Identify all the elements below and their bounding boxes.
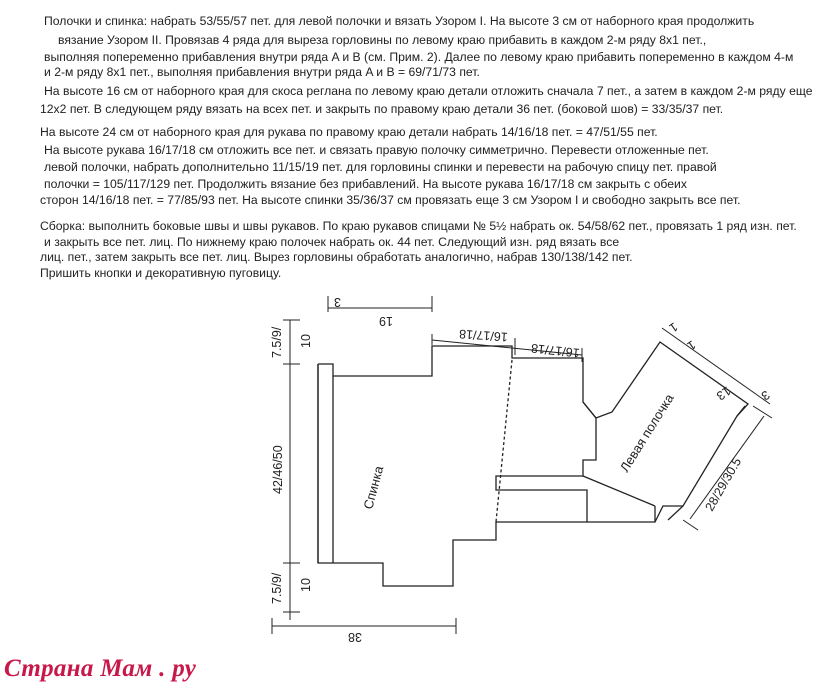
dim-top-19: 19 bbox=[379, 314, 393, 328]
text-line: выполняя попеременно прибавления внутри ряда A и B (см. Прим. 2). Далее по левому краю прибавить попеременно в каждом 4-м bbox=[44, 50, 794, 64]
dim-left-bottom-10: 10 bbox=[299, 578, 313, 592]
dim-top-b: 16/17/18 bbox=[530, 340, 581, 360]
text-line: Полочки и спинка: набрать 53/55/57 пет. для левой полочки и вязать Узором I. На высоте 3 см от наборного края продолжить bbox=[44, 14, 755, 28]
text-line: и закрыть все пет. лиц. По нижнему краю полочек набрать ок. 44 пет. Следующий изн. ряд вязать все bbox=[44, 235, 620, 249]
dim-top-3: 3 bbox=[334, 295, 341, 309]
dim-right-3: 3 bbox=[758, 387, 773, 403]
dim-bottom-38: 38 bbox=[348, 630, 362, 644]
dim-top-a: 16/17/18 bbox=[458, 326, 509, 344]
text-line: На высоте 24 см от наборного края для рукава по правому краю детали набрать 14/16/18 пет. = 47/51/55 пет. bbox=[40, 125, 658, 139]
text-line: сторон 14/16/18 пет. = 77/85/93 пет. На высоте спинки 35/36/37 см провязать еще 3 см Узором I и свободно закрыть все пет. bbox=[40, 193, 741, 207]
watermark-logo: Страна Мам . ру bbox=[4, 655, 197, 682]
dim-right-width: 28/29/30.5 bbox=[702, 455, 745, 514]
dim-left-bottom-alt: 7.5/9/ bbox=[270, 572, 284, 604]
front-rib-line-2 bbox=[668, 506, 683, 520]
back-piece-label: Спинка bbox=[360, 464, 387, 511]
dim-left-height: 42/46/50 bbox=[271, 445, 285, 494]
dim-right-1b: 1 bbox=[684, 337, 699, 353]
text-line: левой полочки, набрать дополнительно 11/15/19 пет. для горловины спинки и перевести на рабочую спицу пет. правой bbox=[44, 160, 717, 174]
text-line: полочки = 105/117/129 пет. Продолжить вязание без прибавлений. На высоте рукава 16/17/18 см закрыть с обеих bbox=[44, 177, 687, 191]
text-line: Сборка: выполнить боковые швы и швы рукавов. По краю рукавов спицами № 5½ набрать ок. 54/58/62 пет., провязать 1 ряд изн. пет. bbox=[40, 219, 797, 233]
text-line: вязание Узором II. Провязав 4 ряда для выреза горловины по левому краю прибавить в каждом 2-м ряду 8х1 пет., bbox=[58, 33, 707, 47]
dim-right-1a: 1 bbox=[666, 319, 681, 335]
text-line: На высоте рукава 16/17/18 см отложить все пет. и связать правую полочку симметрично. Перевести отложенные пет. bbox=[44, 143, 709, 157]
center-fold-line bbox=[496, 360, 512, 522]
text-line: лиц. пет., затем закрыть все пет. лиц. Вырез горловины обработать аналогично, набрав 130/138/142 пет. bbox=[40, 250, 633, 264]
text-line: 12х2 пет. В следующем ряду вязать на всех пет. и закрыть по правому краю детали 36 пет. (боковой шов) = 33/35/37 пет. bbox=[40, 102, 724, 116]
text-line: и 2-м ряду 8х1 пет., выполняя прибавления внутри ряда A и B = 69/71/73 пет. bbox=[44, 65, 480, 79]
back-piece-outline bbox=[318, 346, 596, 586]
front-piece-label: Левая полочка bbox=[616, 391, 677, 475]
dim-right-13: 13 bbox=[713, 383, 734, 403]
text-line: Пришить кнопки и декоративную пуговицу. bbox=[40, 266, 282, 280]
dim-left-top-10: 10 bbox=[299, 334, 313, 348]
text-line: На высоте 16 см от наборного края для скоса реглана по левому краю детали отложить сначала 7 пет., а затем в каждом 2-м ряду еще bbox=[44, 84, 813, 98]
dim-left-top-alt: 7.5/9/ bbox=[270, 326, 284, 358]
front-rib-line bbox=[737, 406, 745, 416]
